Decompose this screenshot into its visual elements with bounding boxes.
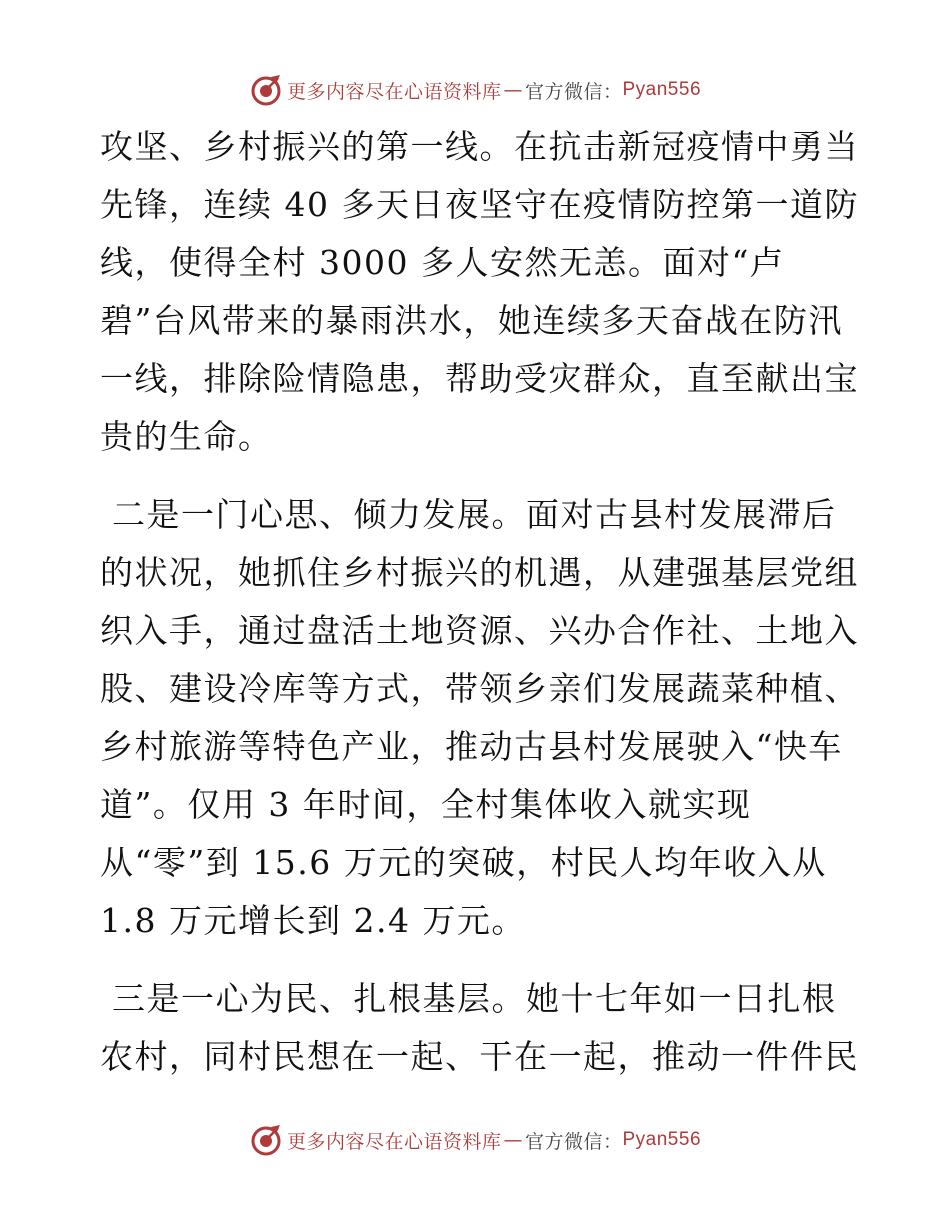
paragraph-2 xyxy=(100,486,859,950)
watermark-id: Pyan556 xyxy=(622,1129,702,1150)
text-line: 从“零”到 15.6 万元的突破，村民人均年收入从 xyxy=(100,843,827,882)
paragraph-gap xyxy=(100,950,850,970)
text-line: 的状况，她抓住乡村振兴的机遇，从建强基层党组 xyxy=(100,553,859,592)
text-line: 1.8 万元增长到 2.4 万元。 xyxy=(100,901,526,940)
text-line: 攻坚、乡村振兴的第一线。在抗击新冠疫情中勇当 xyxy=(100,127,859,166)
paragraph-gap xyxy=(100,466,850,486)
text-line: 三是一心为民、扎根基层。她十七年如一日扎根 xyxy=(112,979,837,1018)
text-line: 道”。仅用 3 年时间，全村集体收入就实现 xyxy=(100,785,752,824)
text-line: 线，使得全村 3000 多人安然无恙。面对“卢 xyxy=(100,243,785,282)
footer-watermark xyxy=(0,1120,950,1160)
paragraph-1 xyxy=(100,118,859,466)
watermark-id: Pyan556 xyxy=(622,79,702,100)
watermark-main-text: 更多内容尽在心语资料库 xyxy=(286,80,502,103)
logo-icon xyxy=(249,1123,283,1157)
text-line: 乡村旅游等特色产业，推动古县村发展驶入“快车 xyxy=(100,727,843,766)
text-line: 二是一门心思、倾力发展。面对古县村发展滞后 xyxy=(112,495,837,534)
watermark-label: 官方微信： xyxy=(524,80,623,103)
paragraph-3 xyxy=(100,970,859,1086)
text-line: 碧”台风带来的暴雨洪水，她连续多天奋战在防汛 xyxy=(100,301,843,340)
document-body xyxy=(100,118,859,1086)
header-watermark xyxy=(0,70,950,110)
text-line: 一线，排除险情隐患，帮助受灾群众，直至献出宝 xyxy=(100,359,859,398)
watermark-label: 官方微信： xyxy=(524,1130,623,1153)
text-line: 先锋，连续 40 多天日夜坚守在疫情防控第一道防 xyxy=(100,185,859,224)
text-line: 股、建设冷库等方式，带领乡亲们发展蔬菜种植、 xyxy=(100,669,859,708)
watermark-separator: — xyxy=(503,79,523,101)
text-line: 农村，同村民想在一起、干在一起，推动一件件民 xyxy=(100,1037,859,1076)
logo-icon xyxy=(249,73,283,107)
text-line: 贵的生命。 xyxy=(100,417,273,456)
text-line: 织入手，通过盘活土地资源、兴办合作社、土地入 xyxy=(100,611,859,650)
watermark-main-text: 更多内容尽在心语资料库 xyxy=(286,1130,502,1153)
watermark-separator: — xyxy=(503,1129,523,1151)
